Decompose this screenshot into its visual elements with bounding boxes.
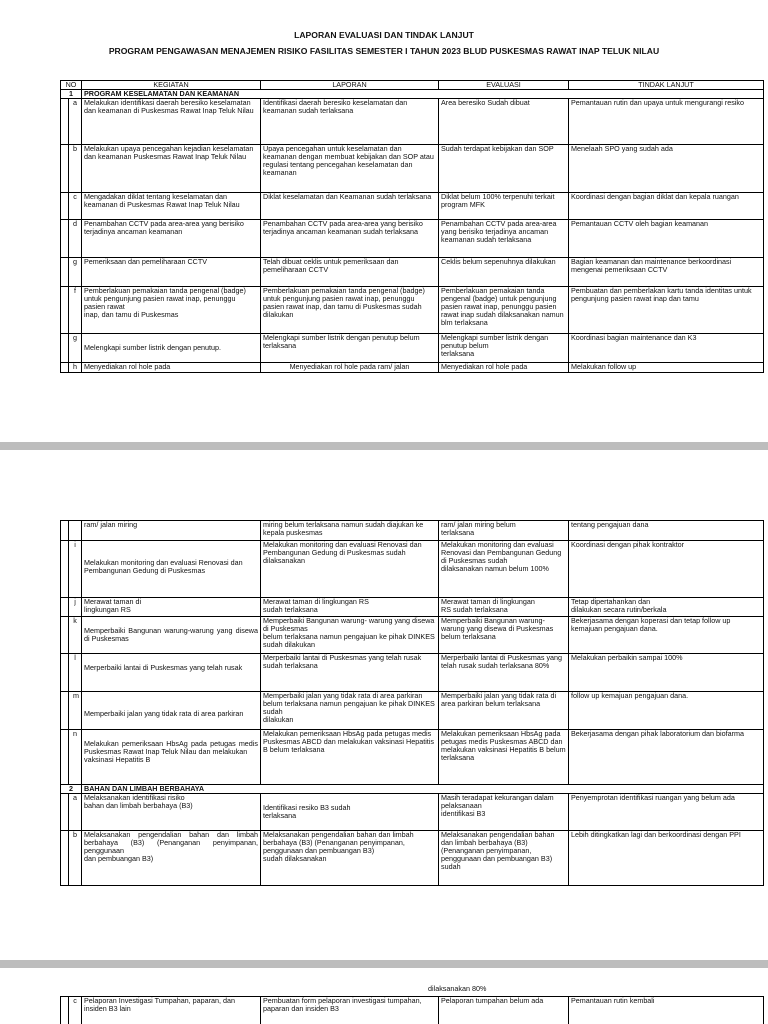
cell-tindak-lanjut: tentang pengajuan dana [569,521,764,541]
evaluation-table-part-2 [60,520,764,886]
cell-evaluasi: Memperbaiki Bangunan warung-warung yang disewa di Puskesmas belum terlaksana [439,617,569,654]
evaluation-table-part-3 [60,996,764,1024]
cell-kegiatan: Melakukan pemeriksaan HbsAg pada petugas medis Puskesmas Rawat Inap Teluk Nilau dan melakukan vaksinasi Hepatitis B [82,730,261,785]
col-header-no: NO [61,81,82,90]
cell-laporan: Pemberlakuan pemakaian tanda pengenal (badge) untuk pengunjung pasien rawat inap, penunggu pasien rawat inap, dan tamu di Puskesmas sudah dilakukan [261,287,439,334]
col-header-evaluasi: EVALUASI [439,81,569,90]
cell-evaluasi: ram/ jalan miring belum terlaksana [439,521,569,541]
document-page-3 [0,968,768,1024]
cell-laporan: Melengkapi sumber listrik dengan penutup belum terlaksana [261,334,439,363]
table-row [61,598,764,617]
cell-tindak-lanjut: Tetap dipertahankan dan dilakukan secara rutin/berkala [569,598,764,617]
cell-laporan: Penambahan CCTV pada area-area yang berisiko terjadinya ancaman keamanan sudah terlaksana [261,220,439,258]
cell-tindak-lanjut: Koordinasi dengan bagian diklat dan kepala ruangan [569,193,764,220]
cell-kegiatan: Memperbaiki Bangunan warung-warung yang disewa di Puskesmas [82,617,261,654]
cell-kegiatan: Melakukan upaya pencegahan kejadian keselamatan dan keamanan Puskesmas Rawat Inap Teluk Nilau [82,145,261,193]
table-row [61,99,764,145]
cell-kegiatan: Pemberlakuan pemakaian tanda pengenal (badge) untuk pengunjung pasien rawat inap, penunggu pasien rawat inap, dan tamu di Puskesmas [82,287,261,334]
cell-evaluasi: Merawat taman di lingkungan RS sudah terlaksana [439,598,569,617]
cell-evaluasi: Melaksanakan pengendalian bahan dan limbah berbahaya (B3) (Penanganan penyimpanan, penggunaan dan pembuangan B3) sudah [439,831,569,886]
row-letter: b [69,831,82,886]
row-letter: b [69,145,82,193]
col-header-laporan: LAPORAN [261,81,439,90]
cell-tindak-lanjut: Penyemprotan identifikasi ruangan yang belum ada [569,794,764,831]
cell-evaluasi: Melakukan pemeriksaan HbsAg pada petugas medis Puskesmas ABCD dan melakukan vaksinasi Hepatitis B belum terlaksana [439,730,569,785]
cell-tindak-lanjut: Bagian keamanan dan maintenance berkoordinasi mengenai pemeriksaan CCTV [569,258,764,287]
section-row [61,90,764,99]
table-row [61,692,764,730]
cell-laporan: Pembuatan form pelaporan investigasi tumpahan, paparan dan insiden B3 [261,997,439,1024]
report-subtitle: PROGRAM PENGAWASAN MENAJEMEN RISIKO FASILITAS SEMESTER I TAHUN 2023 BLUD PUSKESMAS RAWAT INAP TELUK NILAU [108,46,660,56]
cell-laporan: Merawat taman di lingkungan RS sudah terlaksana [261,598,439,617]
cell-tindak-lanjut: Melakukan follow up [569,363,764,373]
table-row [61,258,764,287]
row-letter: f [69,287,82,334]
cell-evaluasi: Pemberlakuan pemakaian tanda pengenal (badge) untuk pengunjung pasien rawat inap, penunggu pasien rawat inap sudah dilaksanakan namun blm terlaksana [439,287,569,334]
row-letter: c [69,193,82,220]
table-row [61,794,764,831]
cell-evaluasi: Merperbaiki lantai di Puskesmas yang telah rusak sudah terlaksana 80% [439,654,569,692]
table-row [61,541,764,598]
report-title: LAPORAN EVALUASI DAN TINDAK LANJUT [294,30,474,40]
section-number: 2 [61,785,82,794]
cell-kegiatan: Mengadakan diklat tentang keselamatan dan keamanan di Puskesmas Rawat Inap Teluk Nilau [82,193,261,220]
row-letter: n [69,730,82,785]
carryover-text: dilaksanakan 80% [428,984,487,993]
cell-evaluasi: Sudah terdapat kebijakan dan SOP [439,145,569,193]
cell-kegiatan: Penambahan CCTV pada area-area yang berisiko terjadinya ancaman keamanan [82,220,261,258]
cell-tindak-lanjut: follow up kemajuan pengajuan dana. [569,692,764,730]
table-row [61,287,764,334]
row-letter: c [69,997,82,1024]
row-letter: h [69,363,82,373]
row-letter: k [69,617,82,654]
col-header-tindak-lanjut: TINDAK LANJUT [569,81,764,90]
cell-tindak-lanjut: Bekerjasama dengan koperasi dan tetap follow up kemajuan pengajuan dana. [569,617,764,654]
cell-laporan: Telah dibuat ceklis untuk pemeriksaan dan pemeliharaan CCTV [261,258,439,287]
cell-evaluasi: Menyediakan rol hole pada [439,363,569,373]
cell-kegiatan: Merperbaiki lantai di Puskesmas yang telah rusak [82,654,261,692]
cell-kegiatan: Melakukan monitoring dan evaluasi Renovasi dan Pembangunan Gedung di Puskesmas [82,541,261,598]
cell-laporan: Melaksanakan pengendalian bahan dan limbah berbahaya (B3) (Penanganan penyimpanan, penggunaan dan pembuangan B3) sudah dilaksanakan [261,831,439,886]
cell-laporan: Memperbaiki Bangunan warung- warung yang disewa di Puskesmas belum terlaksana namun pengajuan ke pihak DINKES sudah dilakukan [261,617,439,654]
cell-laporan: Memperbaiki jalan yang tidak rata di area parkiran belum terlaksana namun pengajuan ke pihak DINKES sudah dilakukan [261,692,439,730]
cell-evaluasi: Penambahan CCTV pada area-area yang berisiko terjadinya ancaman keamanan sudah terlaksana [439,220,569,258]
table-header-row [61,81,764,90]
cell-kegiatan: Melaksanakan identifikasi risiko bahan dan limbah berbahaya (B3) [82,794,261,831]
cell-tindak-lanjut: Bekerjasama dengan pihak laboratorium dan biofarma [569,730,764,785]
cell-tindak-lanjut: Pembuatan dan pemberlakan kartu tanda identitas untuk pengunjung pasien rawat inap dan tamu [569,287,764,334]
cell-laporan: Identifikasi resiko B3 sudah terlaksana [261,794,439,831]
section-title: PROGRAM KESELAMATAN DAN KEAMANAN [82,90,764,99]
table-row [61,730,764,785]
table-row [61,831,764,886]
cell-evaluasi: Melakukan monitoring dan evaluasi Renovasi dan Pembangunan Gedung di Puskesmas sudah dilaksanakan namun belum 100% [439,541,569,598]
cell-kegiatan: ram/ jalan miring [82,521,261,541]
cell-kegiatan: Melaksanakan pengendalian bahan dan limbah berbahaya (B3) (Penanganan penyimpanan, penggunaan dan pembuangan B3) [82,831,261,886]
cell-tindak-lanjut: Pemantauan CCTV oleh bagian keamanan [569,220,764,258]
cell-kegiatan: Melakukan identifikasi daerah beresiko keselamatan dan keamanan di Puskesmas Rawat Inap Teluk Nilau [82,99,261,145]
table-row [61,220,764,258]
cell-tindak-lanjut: Menelaah SPO yang sudah ada [569,145,764,193]
cell-tindak-lanjut: Pemantauan rutin dan upaya untuk mengurangi resiko [569,99,764,145]
cell-evaluasi: Diklat belum 100% terpenuhi terkait program MFK [439,193,569,220]
row-letter [69,521,82,541]
table-row [61,363,764,373]
cell-kegiatan: Merawat taman di lingkungan RS [82,598,261,617]
section-number: 1 [61,90,82,99]
section-row [61,785,764,794]
row-letter: m [69,692,82,730]
cell-laporan: Menyediakan rol hole pada ram/ jalan [261,363,439,373]
cell-tindak-lanjut: Koordinasi dengan pihak kontraktor [569,541,764,598]
evaluation-table-part-1 [60,80,764,373]
row-letter: a [69,99,82,145]
cell-evaluasi: Area beresiko Sudah dibuat [439,99,569,145]
row-letter: g [69,334,82,363]
cell-laporan: Melakukan monitoring dan evaluasi Renovasi dan Pembangunan Gedung di Puskesmas sudah dilaksanakan [261,541,439,598]
cell-kegiatan: Pelaporan Investigasi Tumpahan, paparan, dan insiden B3 lain [82,997,261,1024]
cell-laporan: Diklat keselamatan dan Keamanan sudah terlaksana [261,193,439,220]
table-row [61,521,764,541]
cell-evaluasi: Masih teradapat kekurangan dalam pelaksanaan identifikasi B3 [439,794,569,831]
document-page-1 [0,0,768,442]
table-row [61,654,764,692]
cell-laporan: Identifikasi daerah beresiko keselamatan dan keamanan sudah terlaksana [261,99,439,145]
table-row [61,334,764,363]
cell-laporan: Melakukan pemeriksaan HbsAg pada petugas medis Puskesmas ABCD dan melakukan vaksinasi Hepatitis B belum terlaksana [261,730,439,785]
row-letter: l [69,654,82,692]
table-row [61,617,764,654]
cell-kegiatan: Pemeriksaan dan pemeliharaan CCTV [82,258,261,287]
row-letter: a [69,794,82,831]
cell-evaluasi: Melengkapi sumber listrik dengan penutup belum terlaksana [439,334,569,363]
document-page-2 [0,450,768,960]
cell-tindak-lanjut: Melakukan perbaikin sampai 100% [569,654,764,692]
cell-tindak-lanjut: Koordinasi bagian maintenance dan K3 [569,334,764,363]
row-letter: j [69,598,82,617]
cell-evaluasi: Memperbaiki jalan yang tidak rata di area parkiran belum terlaksana [439,692,569,730]
row-letter: i [69,541,82,598]
cell-kegiatan: Menyediakan rol hole pada [82,363,261,373]
row-letter: g [69,258,82,287]
table-row [61,997,764,1024]
cell-tindak-lanjut: Lebih ditingkatkan lagi dan berkoordinasi dengan PPI [569,831,764,886]
cell-laporan: Merperbaiki lantai di Puskesmas yang telah rusak sudah terlaksana [261,654,439,692]
table-row [61,145,764,193]
cell-kegiatan: Memperbaiki jalan yang tidak rata di area parkiran [82,692,261,730]
cell-evaluasi: Pelaporan tumpahan belum ada [439,997,569,1024]
section-title: BAHAN DAN LIMBAH BERBAHAYA [82,785,764,794]
cell-laporan: Upaya pencegahan untuk keselamatan dan keamanan dengan membuat kebijakan dan SOP atau regulasi tentang pencegahan keselamatan dan keamanan [261,145,439,193]
cell-laporan: miring belum terlaksana namun sudah diajukan ke kepala puskesmas [261,521,439,541]
cell-kegiatan: Melengkapi sumber listrik dengan penutup. [82,334,261,363]
table-row [61,193,764,220]
row-letter: d [69,220,82,258]
cell-tindak-lanjut: Pemantauan rutin kembali [569,997,764,1024]
cell-evaluasi: Ceklis belum sepenuhnya dilakukan [439,258,569,287]
col-header-kegiatan: KEGIATAN [82,81,261,90]
